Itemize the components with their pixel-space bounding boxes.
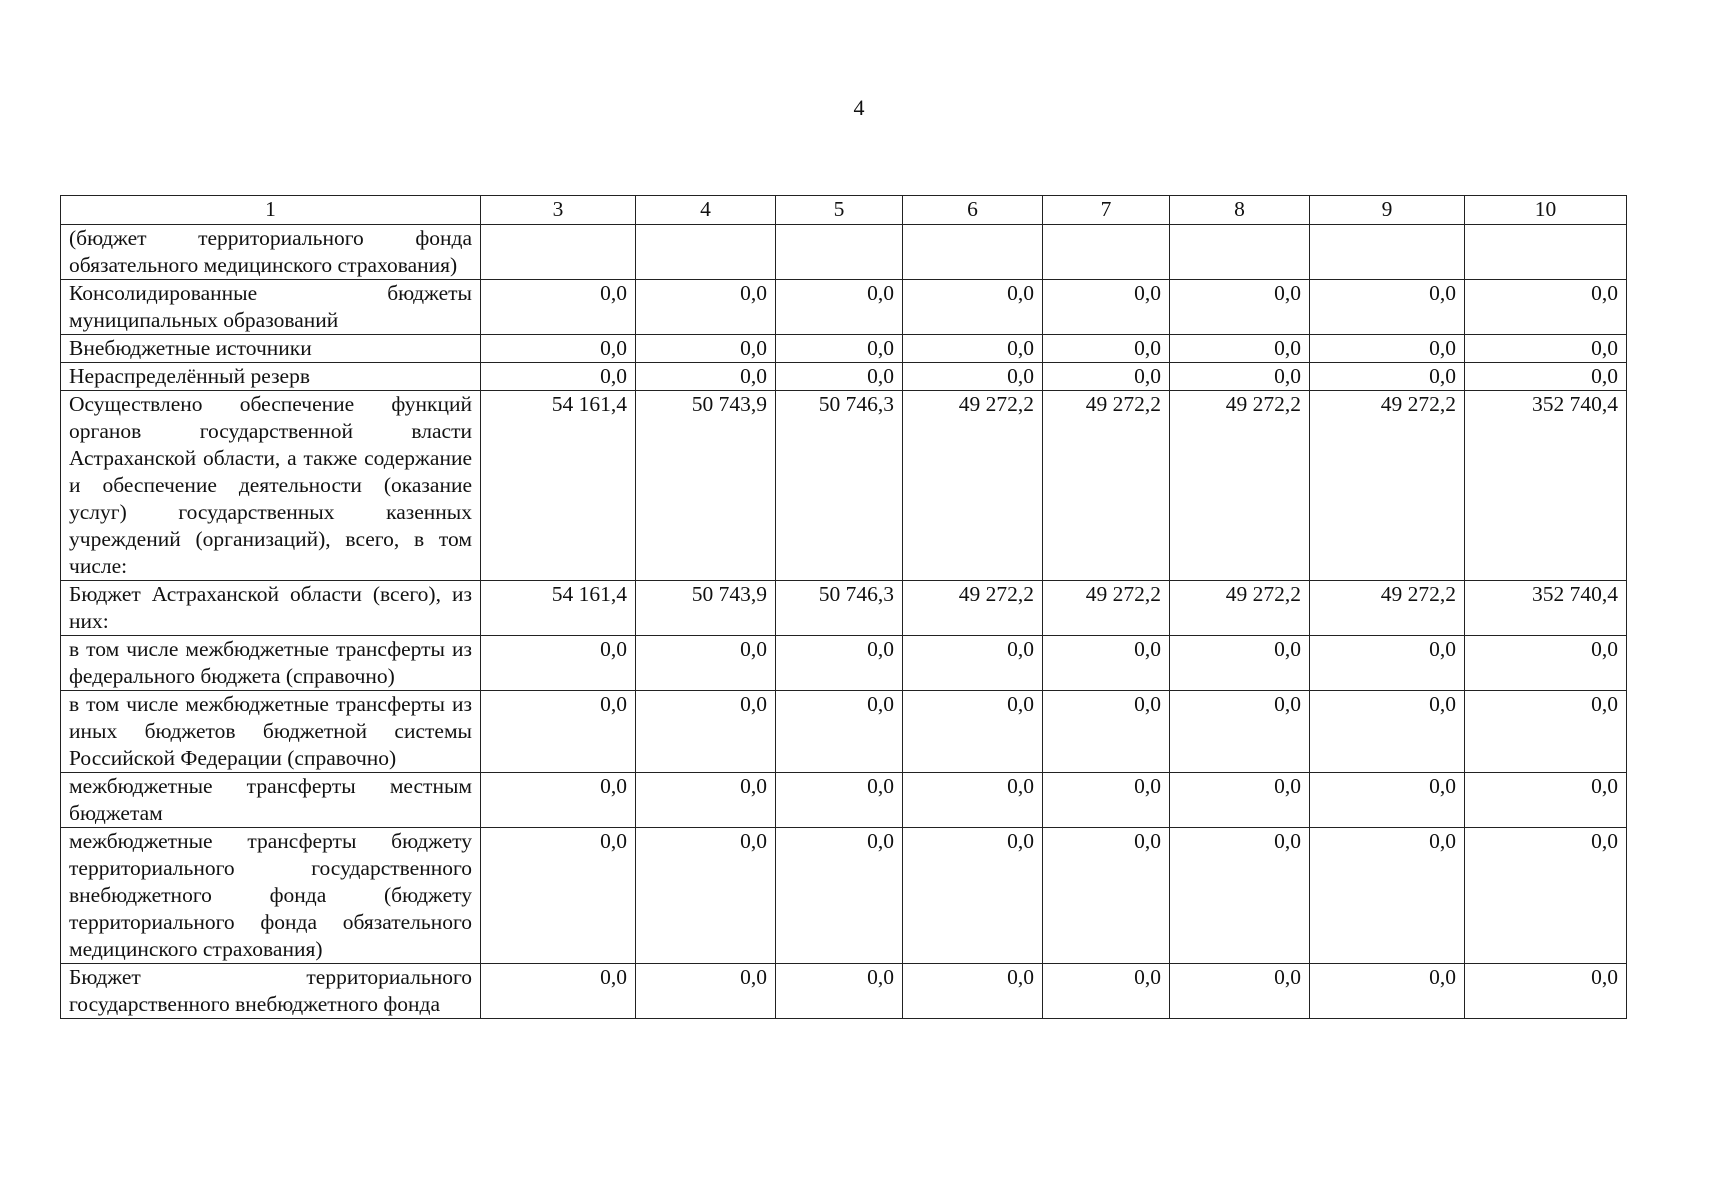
header-row — [61, 196, 1627, 225]
value-cell: 50 746,3 — [776, 391, 903, 581]
value-cell: 0,0 — [1465, 691, 1627, 773]
value-cell: 0,0 — [1465, 636, 1627, 691]
value-cell: 49 272,2 — [1310, 391, 1465, 581]
value-cell — [1310, 225, 1465, 280]
value-cell: 0,0 — [1170, 828, 1310, 964]
value-cell: 0,0 — [1465, 280, 1627, 335]
value-cell: 0,0 — [481, 828, 636, 964]
table-body — [61, 225, 1627, 1019]
value-cell: 0,0 — [1310, 363, 1465, 391]
column-header: 7 — [1043, 196, 1170, 225]
value-cell: 0,0 — [1170, 691, 1310, 773]
value-cell: 0,0 — [1310, 773, 1465, 828]
value-cell: 0,0 — [903, 828, 1043, 964]
value-cell — [481, 225, 636, 280]
value-cell: 0,0 — [1310, 964, 1465, 1019]
table-row — [61, 581, 1627, 636]
value-cell: 0,0 — [1043, 636, 1170, 691]
value-cell: 0,0 — [776, 691, 903, 773]
value-cell: 0,0 — [1170, 773, 1310, 828]
value-cell: 0,0 — [1465, 964, 1627, 1019]
value-cell: 0,0 — [636, 828, 776, 964]
table-row — [61, 225, 1627, 280]
table-row — [61, 636, 1627, 691]
value-cell: 0,0 — [1043, 280, 1170, 335]
table-row — [61, 335, 1627, 363]
row-label: в том числе межбюджетные трансферты из иных бюджетов бюджетной системы Российской Федерации (справочно) — [61, 691, 481, 773]
table-row — [61, 691, 1627, 773]
value-cell: 0,0 — [1170, 363, 1310, 391]
column-header: 10 — [1465, 196, 1627, 225]
value-cell — [1043, 225, 1170, 280]
table-row — [61, 828, 1627, 964]
column-header: 8 — [1170, 196, 1310, 225]
row-label: межбюджетные трансферты бюджету территориального государственного внебюджетного фонда (бюджету территориального фонда обязательного медицинского страхования) — [61, 828, 481, 964]
value-cell: 0,0 — [1310, 636, 1465, 691]
value-cell: 49 272,2 — [903, 581, 1043, 636]
value-cell: 0,0 — [1043, 363, 1170, 391]
value-cell: 0,0 — [481, 773, 636, 828]
value-cell: 0,0 — [776, 828, 903, 964]
value-cell — [636, 225, 776, 280]
value-cell: 0,0 — [1465, 828, 1627, 964]
value-cell: 54 161,4 — [481, 581, 636, 636]
table-header — [61, 196, 1627, 225]
value-cell: 49 272,2 — [903, 391, 1043, 581]
value-cell: 0,0 — [636, 636, 776, 691]
row-label: Внебюджетные источники — [61, 335, 481, 363]
value-cell: 0,0 — [1310, 335, 1465, 363]
value-cell: 54 161,4 — [481, 391, 636, 581]
value-cell — [776, 225, 903, 280]
value-cell: 0,0 — [776, 773, 903, 828]
row-label: межбюджетные трансферты местным бюджетам — [61, 773, 481, 828]
value-cell: 0,0 — [636, 773, 776, 828]
table-row — [61, 363, 1627, 391]
value-cell: 0,0 — [1043, 828, 1170, 964]
value-cell: 0,0 — [636, 363, 776, 391]
value-cell: 0,0 — [1043, 773, 1170, 828]
value-cell: 0,0 — [1465, 335, 1627, 363]
value-cell: 50 746,3 — [776, 581, 903, 636]
value-cell: 0,0 — [481, 280, 636, 335]
value-cell: 0,0 — [903, 363, 1043, 391]
row-label: Консолидированные бюджеты муниципальных образований — [61, 280, 481, 335]
table-row — [61, 964, 1627, 1019]
row-label: (бюджет территориального фонда обязательного медицинского страхования) — [61, 225, 481, 280]
column-header: 3 — [481, 196, 636, 225]
value-cell: 0,0 — [776, 363, 903, 391]
value-cell: 352 740,4 — [1465, 581, 1627, 636]
value-cell: 49 272,2 — [1310, 581, 1465, 636]
value-cell: 0,0 — [1465, 773, 1627, 828]
value-cell — [1170, 225, 1310, 280]
value-cell: 49 272,2 — [1043, 391, 1170, 581]
value-cell: 0,0 — [636, 335, 776, 363]
value-cell: 0,0 — [1043, 691, 1170, 773]
column-header: 6 — [903, 196, 1043, 225]
value-cell: 0,0 — [903, 280, 1043, 335]
value-cell: 0,0 — [1310, 280, 1465, 335]
value-cell: 0,0 — [1310, 691, 1465, 773]
value-cell: 0,0 — [1465, 363, 1627, 391]
value-cell: 49 272,2 — [1170, 391, 1310, 581]
value-cell: 0,0 — [1170, 636, 1310, 691]
value-cell: 49 272,2 — [1043, 581, 1170, 636]
value-cell: 0,0 — [903, 964, 1043, 1019]
value-cell: 50 743,9 — [636, 391, 776, 581]
value-cell: 0,0 — [903, 691, 1043, 773]
value-cell: 0,0 — [481, 964, 636, 1019]
value-cell: 352 740,4 — [1465, 391, 1627, 581]
value-cell: 0,0 — [636, 964, 776, 1019]
value-cell: 0,0 — [481, 335, 636, 363]
row-label: в том числе межбюджетные трансферты из федерального бюджета (справочно) — [61, 636, 481, 691]
value-cell: 0,0 — [776, 964, 903, 1019]
value-cell: 0,0 — [481, 691, 636, 773]
row-label: Бюджет Астраханской области (всего), из них: — [61, 581, 481, 636]
value-cell: 0,0 — [636, 280, 776, 335]
value-cell: 0,0 — [1170, 335, 1310, 363]
value-cell — [1465, 225, 1627, 280]
value-cell: 0,0 — [903, 773, 1043, 828]
column-header: 5 — [776, 196, 903, 225]
value-cell: 0,0 — [481, 363, 636, 391]
value-cell: 0,0 — [1043, 964, 1170, 1019]
budget-table — [60, 195, 1627, 1019]
value-cell: 0,0 — [1170, 280, 1310, 335]
column-header: 9 — [1310, 196, 1465, 225]
value-cell: 0,0 — [481, 636, 636, 691]
row-label: Бюджет территориального государственного внебюджетного фонда — [61, 964, 481, 1019]
column-header: 1 — [61, 196, 481, 225]
value-cell: 0,0 — [776, 636, 903, 691]
row-label: Нераспределённый резерв — [61, 363, 481, 391]
row-label: Осуществлено обеспечение функций органов государственной власти Астраханской области, а также содержание и обеспечение деятельности (оказание услуг) государственных казенных учреждений (организаций), всего, в том числе: — [61, 391, 481, 581]
value-cell: 0,0 — [1043, 335, 1170, 363]
table-row — [61, 280, 1627, 335]
value-cell: 0,0 — [776, 280, 903, 335]
page-number: 4 — [853, 95, 865, 120]
value-cell: 0,0 — [636, 691, 776, 773]
table-row — [61, 391, 1627, 581]
value-cell: 50 743,9 — [636, 581, 776, 636]
value-cell: 0,0 — [1170, 964, 1310, 1019]
value-cell: 0,0 — [776, 335, 903, 363]
table-row — [61, 773, 1627, 828]
value-cell: 49 272,2 — [1170, 581, 1310, 636]
value-cell: 0,0 — [903, 335, 1043, 363]
column-header: 4 — [636, 196, 776, 225]
value-cell: 0,0 — [1310, 828, 1465, 964]
value-cell — [903, 225, 1043, 280]
value-cell: 0,0 — [903, 636, 1043, 691]
